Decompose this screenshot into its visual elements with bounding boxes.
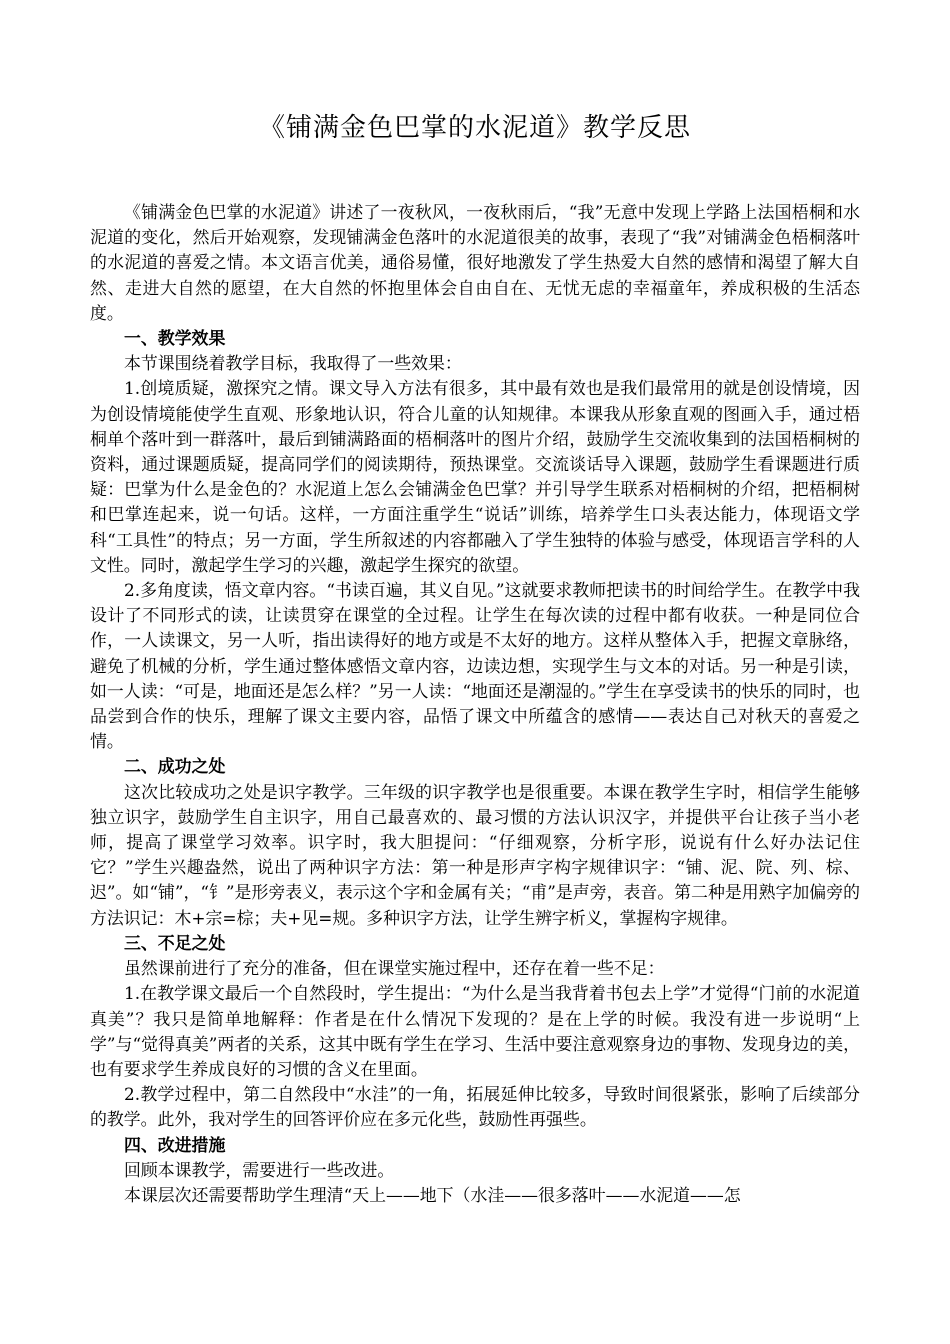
section-heading-successes: 二、成功之处	[124, 756, 226, 777]
document-title: 《铺满金色巴掌的水泥道》教学反思	[258, 113, 691, 143]
improvements-lead: 回顾本课教学，需要进行一些改进。	[124, 1159, 395, 1180]
document-body	[90, 200, 860, 1208]
teaching-effect-lead: 本节课围绕着教学目标，我取得了一些效果：	[124, 353, 462, 374]
successes-paragraph: 这次比较成功之处是识字教学。三年级的识字教学也是很重要。本课在教学生字时，相信学生能够独立识字，鼓励学生自主识字，用自己最喜欢的、最习惯的方法认识汉字，并提供平台让孩子当小老师，提高了课堂学习效率。识字时，我大胆提问：“仔细观察，分析字形，说说有什么好办法记住它？”学生兴趣盎然，说出了两种识字方法：第一种是形声字构字规律识字：“铺、泥、院、列、棕、迟”。如“铺”，“钅”是形旁表义，表示这个字和金属有关；“甫”是声旁，表音。第二种是用熟字加偏旁的方法识记：木+宗=棕；夫+见=规。多种识字方法，让学生辨字析义，掌握构字规律。	[90, 781, 860, 928]
improvements-paragraph: 本课层次还需要帮助学生理清“天上——地下（水洼——很多落叶——水泥道——怎	[124, 1184, 741, 1205]
intro-paragraph: 《铺满金色巴掌的水泥道》讲述了一夜秋风，一夜秋雨后，“我”无意中发现上学路上法国梧桐和水泥道的变化，然后开始观察，发现铺满金色落叶的水泥道很美的故事，表现了“我”对铺满金色梧桐落叶的水泥道的喜爱之情。本文语言优美，通俗易懂，很好地激发了学生热爱大自然的感情和渴望了解大自然、走进大自然的愿望，在大自然的怀抱里体会自由自在、无忧无虑的幸福童年，养成积极的生活态度。	[90, 202, 860, 323]
shortcomings-point-2: 2.教学过程中，第二自然段中“水洼”的一角，拓展延伸比较多，导致时间很紧张，影响了后续部分的教学。此外，我对学生的回答评价应在多元化些，鼓励性再强些。	[90, 1084, 860, 1130]
teaching-effect-point-2: 2.多角度读，悟文章内容。“书读百遍，其义自见。”这就要求教师把读书的时间给学生。在教学中我设计了不同形式的读，让读贯穿在课堂的全过程。让学生在每次读的过程中都有收获。一种是同位合作，一人读课文，另一人听，指出读得好的地方或是不太好的地方。这样从整体入手，把握文章脉络，避免了机械的分析，学生通过整体感悟文章内容，边读边想，实现学生与文本的对话。另一种是引读，如一人读：“可是，地面还是怎么样？”另一人读：“地面还是潮湿的。”学生在享受读书的快乐的同时，也品尝到合作的快乐，理解了课文主要内容，品悟了课文中所蕴含的感情——表达自己对秋天的喜爱之情。	[90, 580, 860, 752]
section-heading-teaching-effect: 一、教学效果	[124, 328, 226, 349]
shortcomings-point-1: 1.在教学课文最后一个自然段时，学生提出：“为什么是当我背着书包去上学”才觉得“门前的水泥道真美”？我只是简单地解释：作者是在什么情况下发现的？是在上学的时候。我没有进一步说明“上学”与“觉得真美”两者的关系，这其中既有学生在学习、生活中要注意观察身边的事物、发现身边的美，也有要求学生养成良好的习惯的含义在里面。	[90, 983, 860, 1079]
section-heading-shortcomings: 三、不足之处	[124, 932, 226, 953]
section-heading-improvements: 四、改进措施	[124, 1134, 226, 1155]
teaching-effect-point-1: 1.创境质疑，激探究之情。课文导入方法有很多，其中最有效也是我们最常用的就是创设情境，因为创设情境能使学生直观、形象地认识，符合儿童的认知规律。本课我从形象直观的图画入手，通过梧桐单个落叶到一群落叶，最后到铺满路面的梧桐落叶的图片介绍，鼓励学生交流收集到的法国梧桐树的资料，通过课题质疑，提高同学们的阅读期待，预热课堂。交流谈话导入课题，鼓励学生看课题进行质疑：巴掌为什么是金色的？水泥道上怎么会铺满金色巴掌？并引导学生联系对梧桐树的介绍，把梧桐树和巴掌连起来，说一句话。这样，一方面注重学生“说话”训练，培养学生口头表达能力，体现语文学科“工具性”的特点；另一方面，学生所叙述的内容都融入了学生独特的体验与感受，体现语言学科的人文性。同时，激起学生学习的兴趣，激起学生探究的欲望。	[90, 378, 860, 575]
shortcomings-lead: 虽然课前进行了充分的准备，但在课堂实施过程中，还存在着一些不足：	[124, 958, 665, 979]
